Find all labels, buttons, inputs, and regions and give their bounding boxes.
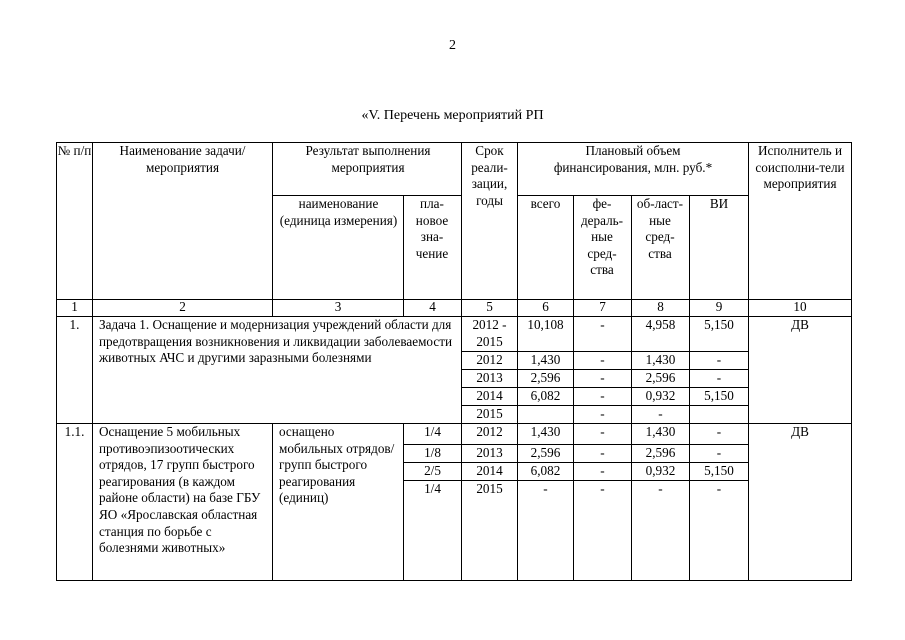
task-federal: - [600,317,605,332]
task-regional: 4,958 [645,317,676,332]
item-total: 1,430 [530,424,561,439]
task-total: 10,108 [527,317,564,332]
header-result: Результат выполнения мероприятия [305,143,431,175]
task-federal: - [600,370,605,385]
header-result-value: пла-новое зна-чение [415,196,449,261]
header-regional: об-ласт-ные сред-ства [636,196,684,261]
header-executor: Исполнитель и соисполни-тели мероприятия [755,143,845,192]
header-number: № п/п [57,143,92,158]
task-federal: - [600,388,605,403]
task-year: 2012 [476,352,503,367]
col-number-3: 3 [334,299,342,314]
task-total: 1,430 [530,352,561,367]
item-regional: 0,932 [645,463,676,478]
item-name: Оснащение 5 мобильных противоэпизоотических отрядов, 17 групп быстрого реагирования (в каждом районе области) на базе ГБУ ЯО «Ярославская областная станция по борьбе с болезнями животных» [99,424,261,556]
header-total: всего [530,196,561,211]
item-result-name: оснащено мобильных отрядов/групп быстрого реагирования (единиц) [279,424,395,506]
item-total: - [543,481,548,496]
item-year: 2014 [476,463,503,478]
col-number-10: 10 [793,299,807,314]
item-federal: - [600,481,605,496]
task-year: 2014 [476,388,503,403]
task-vi: - [716,352,722,367]
header-result-name: наименование (единица измерения) [279,196,398,228]
task-regional: 2,596 [645,370,676,385]
col-number-7: 7 [599,299,606,314]
item-vi: - [716,424,722,439]
col-number-5: 5 [486,299,493,314]
task-year: 2015 [476,406,503,421]
item-vi: 5,150 [704,463,734,478]
item-federal: - [600,463,605,478]
task-name: Задача 1. Оснащение и модернизация учреждений области для предотвращения возникновения и ликвидации заболеваемости животных АЧС и другими заразными болезнями [99,317,453,366]
task-federal: - [600,352,605,367]
task-number: 1. [69,317,80,332]
col-number-4: 4 [429,299,436,314]
task-year: 2013 [476,370,503,385]
item-vi: - [716,445,722,460]
item-executor: ДВ [791,424,809,439]
item-year: 2015 [476,481,503,496]
task-federal: - [600,406,605,421]
col-number-1: 1 [71,299,78,314]
item-number: 1.1. [64,424,85,439]
task-year: 2012 - 2015 [472,317,507,349]
header-vi: ВИ [709,196,729,211]
task-regional: 1,430 [645,352,676,367]
task-executor: ДВ [791,317,809,332]
task-regional: 0,932 [645,388,676,403]
col-number-9: 9 [715,299,723,314]
item-value: 1/4 [424,424,441,439]
item-regional: - [658,481,663,496]
item-regional: 2,596 [645,445,676,460]
item-total: 2,596 [530,445,561,460]
item-vi: - [716,481,722,496]
task-vi: 5,150 [704,388,734,403]
col-number-2: 2 [179,299,186,314]
task-total: 2,596 [530,370,561,385]
page-number: 2 [449,38,456,53]
header-funding: Плановый объем финансирования, млн. руб.* [553,143,713,175]
item-total: 6,082 [530,463,561,478]
item-value: 1/8 [424,445,441,460]
item-federal: - [600,445,605,460]
task-vi: 5,150 [704,317,734,332]
header-federal: фе-дераль-ные сред-ства [580,196,624,278]
item-year: 2013 [476,445,503,460]
header-term: Срок реали-зации, годы [471,143,508,208]
col-number-6: 6 [542,299,549,314]
header-name: Наименование задачи/ мероприятия [119,143,246,175]
item-federal: - [600,424,605,439]
col-number-8: 8 [657,299,664,314]
item-year: 2012 [476,424,503,439]
task-regional: - [658,406,663,421]
task-total: 6,082 [530,388,561,403]
item-value: 1/4 [424,481,441,496]
task-vi: - [716,370,722,385]
item-regional: 1,430 [645,424,676,439]
section-title: «V. Перечень мероприятий РП [361,108,544,123]
item-value: 2/5 [424,463,441,478]
